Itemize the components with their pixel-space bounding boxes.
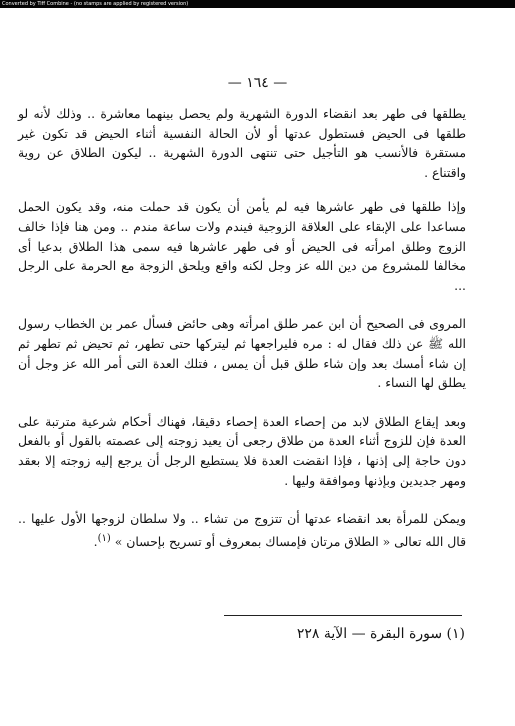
body-text [18,92,466,551]
converter-banner: Converted by Tiff Combine - (no stamps are applied by registered version) [0,0,515,8]
paragraph: وإذا طلقها فى طهر عاشرها فيه لم يأمن أن يكون قد حملت منه، وقد يكون الحمل مساعدا على الإبقاء على العلاقة الزوجية فيندم ولات ساعة مندم .. ومن هنا فإذا خالف الزوج وطلق امرأته فى الحيض أو فى طهر عاشرها فيه سمى هذا الطلاق بدعيا أى مخالفا للمشروع من دين الله عز وجل لكنه واقع ويلحق الزوجة مع الحرمة على الرجل ... [18,199,466,293]
footnote-divider [224,615,462,616]
paragraph: وبعد إيقاع الطلاق لابد من إحصاء العدة إحصاء دقيقا، فهناك أحكام شرعية مترتبة على العدة فإن للزوج أثناء العدة من طلاق رجعى أن يعيد زوجته إلى عصمته بالقول أو بالفعل دون حاجة إلى إذنها ، فإذا انقضت العدة فلا يستطيع الرجل أن يرجع إليه زوجته إلا بعقد ومهر جديدين وبإذنها وموافقة وليها . [18,413,466,488]
paragraph: المروى فى الصحيح أن ابن عمر طلق امرأته وهى حائض فسأل عمر بن الخطاب رسول الله ﷺ عن ذلك فقال له : مره فليراجعها ثم ليتركها حتى تطهر، ثم تحيض ثم تطهر ثم إن شاء أمسك بعد وإن شاء طلق قبل أن يمس ، فتلك العدة التى أمر الله عز وجل أن يطلق لها النساء . [18,316,466,391]
page-number: — ١٦٤ — [227,75,288,91]
paragraph-text: ويمكن للمرأة بعد انقضاء عدتها أن تتزوج من تشاء .. ولا سلطان لزوجها الأول عليها .. قال الله تعالى « الطلاق مرتان فإمساك بمعروف أو تسريح بإحسان » [18,511,466,549]
paragraph: يطلقها فى طهر بعد انقضاء الدورة الشهرية ولم يحصل بينهما معاشرة .. وذلك لأنه لو طلقها فى الحيض فستطول عدتها أو لأن الحالة النفسية أثناء الحيض قد تكون غير مستقرة فالأنسب هو التأجيل حتى تنتهى الدورة الشهرية .. ليكون الطلاق عن روية واقتناع . [18,106,466,180]
paragraph: ويمكن للمرأة بعد انقضاء عدتها أن تتزوج من تشاء .. ولا سلطان لزوجها الأول عليها .. قال الله تعالى « الطلاق مرتان فإمساك بمعروف أو تسريح بإحسان » $^{(١)}$. [18,511,466,549]
footnote: (١) سورة البقرة — الآية ٢٢٨ [296,626,465,642]
footnote-marker: (١) [97,532,111,544]
